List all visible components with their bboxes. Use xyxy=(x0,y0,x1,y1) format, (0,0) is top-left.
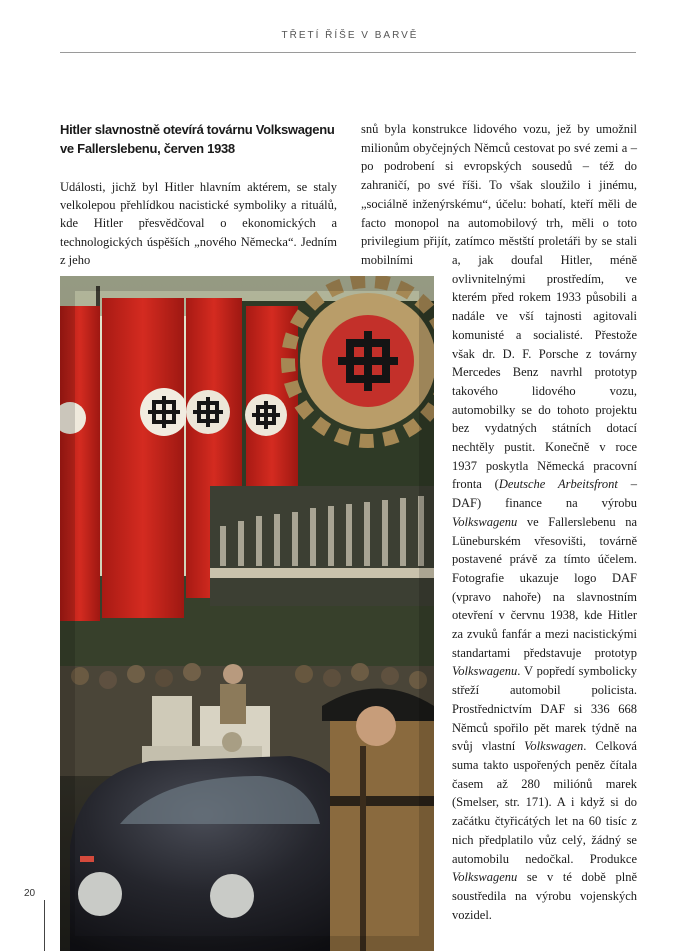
text-run: . V popředí symbolicky střeží automobil policista. Prostřednictvím DAF si 336 668 Němců spořilo pět marek týdně na svůj vlastní xyxy=(452,664,637,754)
italic-term: Volkswagenu xyxy=(452,870,518,885)
italic-term: Volkswagenu xyxy=(452,664,518,679)
header-rule xyxy=(60,52,636,53)
article-heading: Hitler slavnostně otevírá továrnu Volkswagenu ve Fallerslebenu, červen 1938 xyxy=(60,122,335,156)
left-column-paragraph: Události, jichž byl Hitler hlavním aktérem, se staly velkolepou přehlídkou nacistické symboliky a rituálů, kde Hitler přesvědčoval o ekonomických a technologických úspěších „nového Německa“. Jedním z jeho xyxy=(60,180,337,267)
page-number: 20 xyxy=(24,888,36,899)
banner-2 xyxy=(102,298,188,618)
text-run: – DAF) finance na výrobu xyxy=(452,477,637,511)
italic-term: Volkswagen xyxy=(524,739,584,754)
right-top-paragraph: snů byla konstrukce lidového vozu, jež by umožnil milionům obyčejných Němců cestovat po své zemi a – po podrobení si evropských sousedů – též do zahraničí, po své říši. To však sloužilo i jinému, „sociálně inženýrskému“, účelu: bohatí, kteří měli de facto monopol na automobilový trh, měli o toto privilegium přijít, zatímco městští proletáři by se stali mobilními xyxy=(361,122,637,267)
text-run: se v té době plně soustředila na výrobu vojenských vozidel. xyxy=(452,870,637,922)
text-run: a, jak doufal Hitler, méně ovlivnitelnými prostředím, ve kterém před rokem 1933 působili a nadále ve vší tajnosti agitovali komunisté a socialisté. Přestože však dr. D. F. Porsche z továrny Mercedes Benz navrhl prototyp takového lidového vozu, automobilky se do tohoto projektu bez vydatných státních dotací nechtěly pustit. Konečně v roce 1937 poskytla Německá pracovní fronta ( xyxy=(452,253,637,492)
volkswagen-car xyxy=(70,756,365,951)
hitler-figure xyxy=(220,664,246,724)
right-column-paragraph xyxy=(452,251,637,924)
italic-term: Volkswagenu xyxy=(452,514,518,529)
police-officer xyxy=(322,689,434,951)
ceremony-photo xyxy=(60,276,434,951)
italic-term: Deutsche Arbeitsfront xyxy=(498,477,618,492)
running-head: TŘETÍ ŘÍŠE V BARVĚ xyxy=(281,30,419,41)
text-run: . Celková suma takto uspořených peněz čítala časem až 280 miliónů marek (Smelser, str. 171). A i když si do začátku čtyřicátých let na 60 tisíc z nich předplatilo vůz celý, žádný se automobilu nedočkal. Produkce xyxy=(452,739,637,866)
text-run: ve Fallerslebenu na Lüneburském vřesovišti, továrně postavené právě za tímto účelem. Fotografie ukazuje logo DAF (vpravo nahoře) na slavnostním otevření v červnu 1938, kde Hitler za zvuků fanfár a mezi nacistickými standartami představuje prototyp xyxy=(452,514,637,660)
grandstand xyxy=(210,486,434,606)
margin-rule xyxy=(44,900,45,951)
